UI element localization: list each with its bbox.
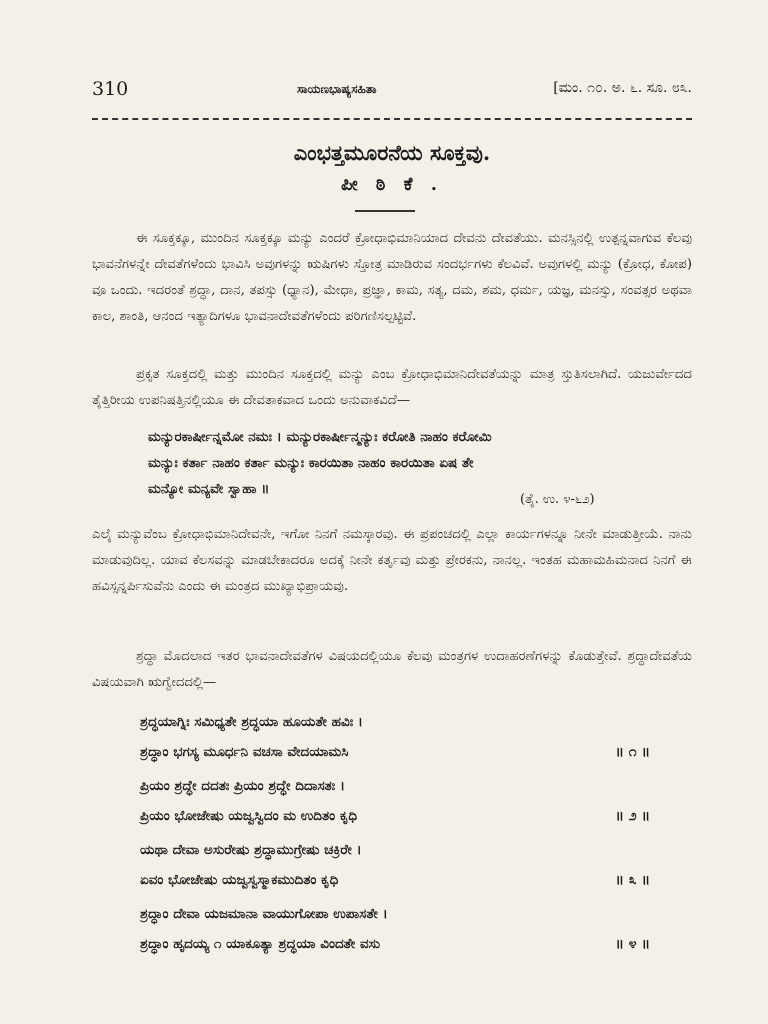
verse-number: ॥ ೪ ॥: [615, 936, 650, 952]
mantra-reference: (ತೈ. ಉ. ೪-೬೨): [520, 492, 595, 507]
verse-text: ಶ್ರದ್ಧಾಂ ಭಗಸ್ಯ ಮೂರ್ಧನಿ ವಚಸಾ ವೇದಯಾಮಸಿ: [140, 744, 349, 760]
verse-line: [140, 771, 640, 801]
verse-line: [140, 865, 650, 895]
page-header: [92, 78, 692, 104]
verse-line: [140, 835, 640, 865]
verse-line: [140, 737, 650, 767]
verse-line: [140, 707, 640, 737]
verse-block: [140, 899, 650, 959]
title-divider: [355, 210, 415, 212]
running-title: ಸಾಯಣಭಾಷ್ಯಸಹಿತಾ: [297, 82, 377, 96]
sukta-title: ಎಂಭತ್ತಮೂರನೆಯ ಸೂಕ್ತವು.: [293, 140, 491, 165]
page-number: 310: [92, 78, 129, 100]
sukta-subtitle: ಪೀ ಠಿ ಕೆ .: [340, 174, 444, 195]
verse-number: ॥ ೨ ॥: [615, 808, 650, 824]
intro-paragraph: ಈ ಸೂಕ್ತಕ್ಕೂ, ಮುಂದಿನ ಸೂಕ್ತಕ್ಕೂ ಮನ್ಯು ಎಂದರೆ ಕ್ರೋಧಾಭಿಮಾನಿಯಾದ ದೇವನು ದೇವತೆಯು. ಮನಸ್ಸಿನಲ್ಲಿ ಉತ್ಪನ್ನವಾಗುವ ಕೆಲವು ಭಾವನೆಗಳನ್ನೇ ದೇವತೆಗಳೆಂದು ಭಾವಿಸಿ ಅವುಗಳನ್ನು ಋಷಿಗಳು ಸ್ತೋತ್ರ ಮಾಡಿರುವ ಸಂದರ್ಭಗಳು ಕೆಲವಿವೆ. ಅವುಗಳಲ್ಲಿ ಮನ್ಯು (ಕ್ರೋಧ, ಕೋಪ) ವೂ ಒಂದು. ಇದರಂತೆ ಶ್ರದ್ಧಾ, ದಾನ, ತಪಸ್ಸು (ಧ್ಯಾನ), ಮೇಧಾ, ಪ್ರಜ್ಞಾ, ಕಾಮ, ಸತ್ಯ, ದಮ, ಶಮ, ಧರ್ಮ, ಯಜ್ಞ, ಮನಸ್ಸು, ಸಂವತ್ಸರ ಅಥವಾ ಕಾಲ, ಶಾಂತಿ, ಆನಂದ ಇತ್ಯಾದಿಗಳೂ ಭಾವನಾದೇವತೆಗಳೆಂದು ಪರಿಗಣಿಸಲ್ಪಟ್ಟಿವೆ.: [92, 231, 692, 324]
verse-text: ಶ್ರದ್ಧಯಾಗ್ನಿಃ ಸಮಿಧ್ಯತೇ ಶ್ರದ್ಧಯಾ ಹೂಯತೇ ಹವಿಃ ।: [140, 714, 363, 730]
mantra-line: ಮನ್ಯುಃ ಕರ್ತಾ ನಾಹಂ ಕರ್ತಾ ಮನ್ಯುಃ ಕಾರಯಿತಾ ನಾಹಂ ಕಾರಯಿತಾ ಏಷ ತೇ: [148, 455, 474, 471]
header-rule: [92, 118, 692, 120]
explanation-paragraph: ಎಲೈ ಮನ್ಯುವೆಂಬ ಕ್ರೋಧಾಭಿಮಾನಿದೇವನೇ, ಇಗೋ ನಿನಗೆ ನಮಸ್ಕಾರವು. ಈ ಪ್ರಪಂಚದಲ್ಲಿ ಎಲ್ಲಾ ಕಾರ್ಯಗಳನ್ನೂ ನೀನೇ ಮಾಡುತ್ತೀಯೆ. ನಾನು ಮಾಡುವುದಿಲ್ಲ. ಯಾವ ಕೆಲಸವನ್ನು ಮಾಡಬೇಕಾದರೂ ಅದಕ್ಕೆ ನೀನೇ ಕರ್ತೃವು ಮತ್ತು ಪ್ರೇರಕನು, ನಾನಲ್ಲ. ಇಂತಹ ಮಹಾಮಹಿಮನಾದ ನಿನಗೆ ಈ ಹವಿಸ್ಸನ್ನರ್ಪಿಸುವೆನು ಎಂದು ಈ ಮಂತ್ರದ ಮುಖ್ಯಾಭಿಪ್ರಾಯವು.: [92, 527, 692, 594]
quoted-mantra: [148, 424, 688, 502]
verse-line: [140, 929, 650, 959]
examples-paragraph: ಶ್ರದ್ಧಾ ಮೊದಲಾದ ಇತರ ಭಾವನಾದೇವತೆಗಳ ವಿಷಯದಲ್ಲಿಯೂ ಕೆಲವು ಮಂತ್ರಗಳ ಉದಾಹರಣೆಗಳನ್ನು ಕೊಡುತ್ತೇವೆ. ಶ್ರದ್ಧಾದೇವತೆಯ ವಿಷಯವಾಗಿ ಋಗ್ವೇದದಲ್ಲಿ—: [92, 649, 692, 690]
verse-line: [140, 899, 640, 929]
section-reference: [ಮಂ. ೧೦. ಅ. ೬. ಸೂ. ೮೩.: [553, 80, 692, 96]
verse-text: ಏವಂ ಭೋಜೇಷು ಯಜ್ವಸ್ವಸ್ಮಾಕಮುದಿತಂ ಕೃಧಿ: [140, 872, 339, 888]
verse-text: ಪ್ರಿಯಂ ಭೋಜೇಷು ಯಜ್ವಸ್ವಿದಂ ಮ ಉದಿತಂ ಕೃಧಿ: [140, 808, 358, 824]
verse-line: [140, 801, 650, 831]
verse-block: [140, 707, 650, 767]
verse-text: ಶ್ರದ್ಧಾಂ ಹೃದಯ್ಯ ೧ ಯಾಕೂತ್ಯಾ ಶ್ರದ್ಧಯಾ ವಿಂದತೇ ವಸು: [140, 936, 381, 952]
verse-text: ಶ್ರದ್ಧಾಂ ದೇವಾ ಯಜಮಾನಾ ವಾಯುಗೋಪಾ ಉಪಾಸತೇ ।: [140, 906, 388, 922]
mantra-line: ಮನ್ಯುರಕಾರ್ಷೀನ್ನಮೋ ನಮಃ । ಮನ್ಯುರಕಾರ್ಷೀನ್ಮನ್ಯುಃ ಕರೋತಿ ನಾಹಂ ಕರೋಮಿ: [148, 429, 492, 445]
verse-text: ಯಥಾ ದೇವಾ ಅಸುರೇಷು ಶ್ರದ್ಧಾಮುಗ್ರೇಷು ಚಕ್ರಿರೇ ।: [140, 842, 362, 858]
verse-block: [140, 771, 650, 831]
context-paragraph: ಪ್ರಕೃತ ಸೂಕ್ತದಲ್ಲಿ ಮತ್ತು ಮುಂದಿನ ಸೂಕ್ತದಲ್ಲಿ ಮನ್ಯು ಎಂಬ ಕ್ರೋಧಾಭಿಮಾನಿದೇವತೆಯನ್ನು ಮಾತ್ರ ಸ್ತುತಿಸಲಾಗಿದೆ. ಯಜುರ್ವೇದದ ತೈತ್ತಿರೀಯ ಉಪನಿಷತ್ತಿನಲ್ಲಿಯೂ ಈ ದೇವತಾಕವಾದ ಒಂದು ಅನುವಾಕವಿದೆ—: [92, 367, 692, 408]
verse-number: ॥ ೧ ॥: [615, 744, 650, 760]
verse-number: ॥ ೩ ॥: [615, 872, 650, 888]
mantra-line: ಮನ್ಯೋ ಮನ್ಯವೇ ಸ್ವಾಹಾ ॥: [148, 481, 270, 497]
verse-block: [140, 835, 650, 895]
verse-text: ಪ್ರಿಯಂ ಶ್ರದ್ಧೇ ದದತಃ ಪ್ರಿಯಂ ಶ್ರದ್ಧೇ ದಿದಾಸತಃ ।: [140, 778, 345, 794]
